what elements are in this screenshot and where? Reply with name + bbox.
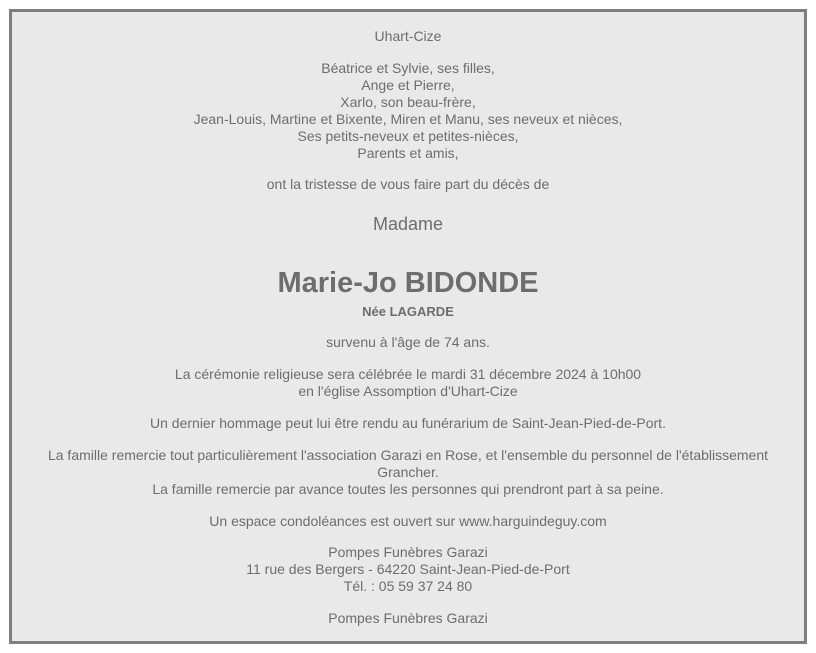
family-line: Parents et amis, — [357, 145, 459, 161]
age-line — [12, 334, 804, 351]
town — [12, 28, 804, 45]
town-text: Uhart-Cize — [374, 28, 442, 44]
funeral-home-info — [12, 544, 804, 595]
announcement-text: ont la tristesse de vous faire part du décès de — [266, 176, 550, 192]
tribute-info — [12, 415, 804, 432]
family-line: Xarlo, son beau-frère, — [340, 94, 476, 110]
signature — [12, 610, 804, 627]
family-line: Ses petits-neveux et petites-nièces, — [297, 128, 519, 144]
signature-text: Pompes Funèbres Garazi — [328, 610, 488, 626]
thanks-line: La famille remercie par avance toutes les personnes qui prendront part à sa peine. — [152, 481, 664, 497]
thanks-section — [12, 447, 804, 498]
thanks-line: La famille remercie tout particulièrement l'association Garazi en Rose, et l'ensemble du personnel de l'établissement Grancher. — [47, 447, 769, 480]
obituary-notice — [9, 9, 807, 644]
family-line: Béatrice et Sylvie, ses filles, — [321, 60, 495, 76]
family-line: Jean-Louis, Martine et Bixente, Miren et Manu, ses neveux et nièces, — [193, 111, 623, 127]
funeral-home-name: Pompes Funèbres Garazi — [328, 544, 488, 560]
honorific-title — [12, 213, 804, 235]
announcement — [12, 176, 804, 193]
ceremony-line: La cérémonie religieuse sera célébrée le mardi 31 décembre 2024 à 10h00 — [174, 366, 642, 382]
ceremony-info — [12, 366, 804, 400]
funeral-home-phone: Tél. : 05 59 37 24 80 — [343, 578, 473, 594]
honorific-text: Madame — [372, 214, 444, 234]
condolences-info — [12, 513, 804, 530]
ceremony-line: en l'église Assomption d'Uhart-Cize — [298, 383, 518, 399]
age-text: survenu à l'âge de 74 ans. — [326, 334, 490, 350]
funeral-home-address: 11 rue des Bergers - 64220 Saint-Jean-Pied-de-Port — [246, 561, 570, 577]
family-list — [12, 60, 804, 162]
deceased-name-text: Marie-Jo BIDONDE — [277, 267, 539, 299]
condolences-text: Un espace condoléances est ouvert sur www.harguindeguy.com — [209, 513, 607, 529]
family-line: Ange et Pierre, — [361, 77, 455, 93]
tribute-text: Un dernier hommage peut lui être rendu au funérarium de Saint-Jean-Pied-de-Port. — [150, 415, 666, 431]
maiden-name — [12, 303, 804, 320]
deceased-name — [12, 266, 804, 300]
maiden-name-text: Née LAGARDE — [362, 304, 454, 319]
